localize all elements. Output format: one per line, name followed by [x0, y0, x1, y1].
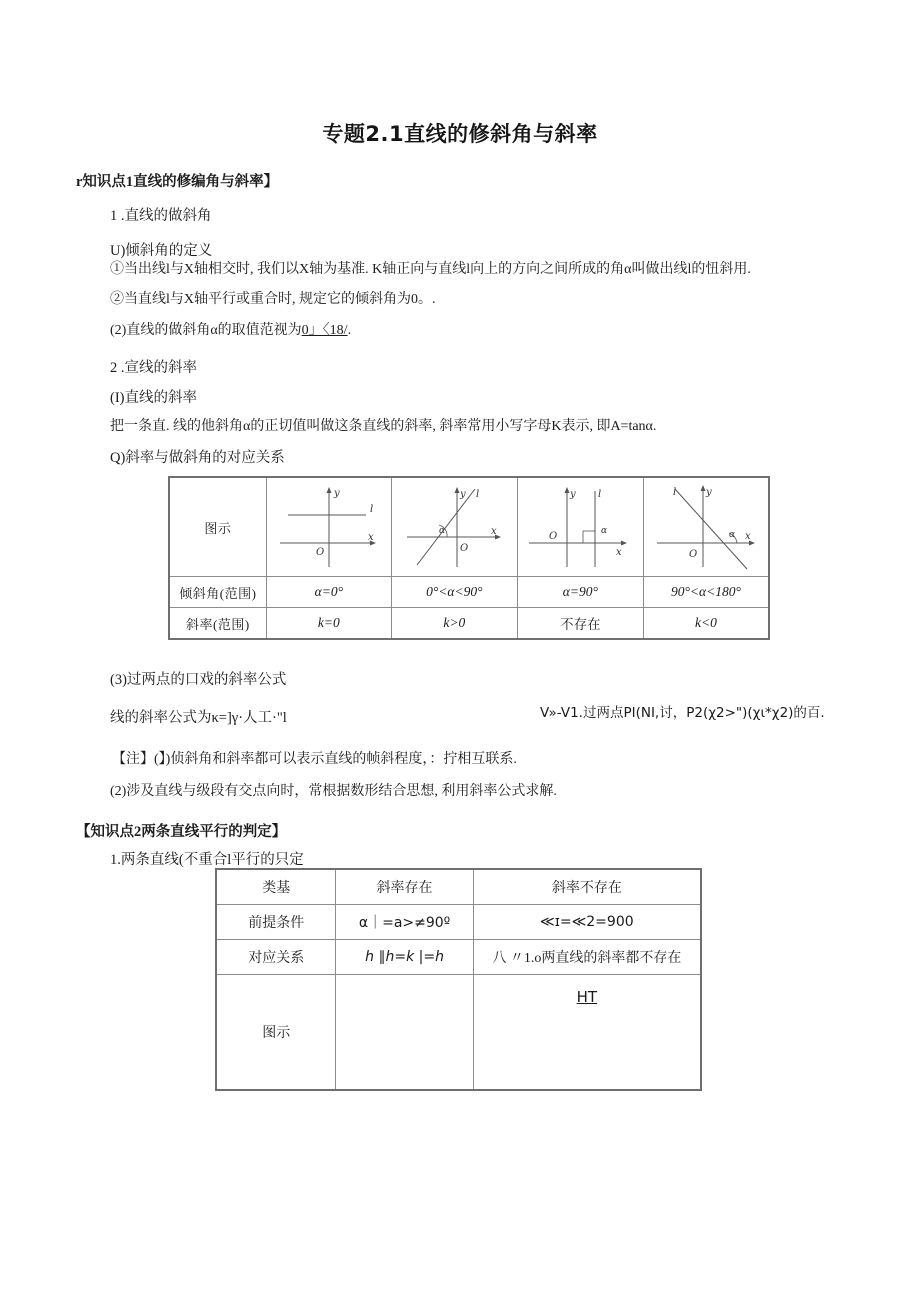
vertical-line-diagram	[521, 481, 639, 573]
svg-text:y: y	[570, 489, 576, 500]
diagram-cell-vertical	[517, 477, 643, 577]
diagram-slope-not-exists	[473, 975, 701, 1091]
svg-text:O: O	[460, 543, 469, 554]
svg-text:l: l	[476, 489, 480, 500]
ht-mark-label: HT	[576, 988, 598, 1006]
section2-item1-title: 1.两条直线(不重合l平行的只定	[110, 852, 304, 868]
section1-item1-title: 1 .直线的做斜角	[110, 208, 212, 224]
table-row	[216, 905, 701, 940]
header-slope-not-exists: 斜率不存在	[473, 869, 701, 905]
table-parallel-criteria	[215, 868, 702, 1091]
svg-text:x: x	[491, 526, 497, 537]
slope-value-0: k=0	[266, 608, 391, 640]
table-header-row	[216, 869, 701, 905]
section1-note1: 【注】(】)侦斜角和斜率都可以表示直线的帧斜程度，：拧相互联系.	[112, 752, 517, 767]
svg-text:y: y	[705, 487, 712, 498]
svg-text:O: O	[549, 531, 558, 542]
slope-value-1: k>0	[391, 608, 517, 640]
correspondence-slope-exists: h ∥h=k |=h	[336, 940, 473, 975]
table-row	[216, 975, 701, 1091]
svg-text:l: l	[672, 487, 677, 498]
diagram-cell-obtuse	[643, 477, 769, 577]
section1-item2-sub3: (3)过两点的口戏的斜率公式	[110, 672, 287, 688]
svg-text:O: O	[688, 549, 698, 560]
svg-text:y: y	[333, 488, 340, 499]
section1-note2: (2)涉及直线与级段有交点向时，常根据数形结合思想, 利用斜率公式求解.	[110, 784, 557, 799]
precondition-slope-not-exists: ≪ɪ=≪2=900	[473, 905, 701, 940]
row-label-inclination-angle: 倾斜角(范围)	[169, 577, 266, 608]
table-row	[169, 577, 769, 608]
angle-value-2: α=90°	[517, 577, 643, 608]
svg-text:O: O	[315, 547, 324, 558]
svg-text:x: x	[616, 547, 622, 558]
slope-formula-left: 线的斜率公式为κ=]γ·人工·"l	[110, 710, 287, 726]
section1-item1-line2: ②当直线l与X轴平行或重合时, 规定它的倾斜角为0。.	[110, 292, 436, 307]
svg-text:x: x	[744, 531, 751, 542]
angle-value-0: α=0°	[266, 577, 391, 608]
obtuse-angle-line-diagram	[647, 481, 765, 573]
slope-formula-right: V»-V1.过两点PI(NI,讨，P2(χ2>")(χι*χ2)的百.	[540, 705, 825, 721]
diagram-cell-horizontal	[266, 477, 391, 577]
angle-value-3: 90°<α<180°	[643, 577, 769, 608]
range-text-underlined: 0」〈18/	[301, 323, 348, 338]
slope-value-2: 不存在	[517, 608, 643, 640]
svg-text:α: α	[728, 530, 735, 540]
row-label-diagram: 图示	[169, 477, 266, 577]
table-slope-angle	[168, 476, 770, 640]
svg-text:α: α	[601, 526, 608, 536]
section1-item1-sub1: U)倾斜角的定义	[110, 243, 213, 259]
svg-text:α: α	[439, 526, 446, 536]
table-row	[216, 940, 701, 975]
table-row	[169, 608, 769, 640]
section1-item1-line1: ①当出线l与X轴相交时, 我们以X轴为基准. K轴正向与直线l向上的方向之间所成的角α叫做出线l的忸斜用.	[110, 262, 751, 277]
range-text-prefix: (2)直线的做斜角α的取值范视为	[110, 323, 302, 338]
section1-item2-sub1: (I)直线的斜率	[110, 390, 197, 406]
header-category: 类基	[216, 869, 336, 905]
row-label-slope: 斜率(范围)	[169, 608, 266, 640]
svg-text:x: x	[367, 532, 374, 543]
angle-value-1: 0°<α<90°	[391, 577, 517, 608]
section1-item1-line3	[110, 323, 351, 340]
page-title: 专题2.1直线的修斜角与斜率	[322, 122, 598, 146]
section2-heading: 【知识点2两条直线平行的判定】	[76, 824, 287, 840]
svg-text:l: l	[598, 489, 602, 500]
section1-item2-line1: 把一条直. 线的他斜角α的正切值叫做这条直线的斜率, 斜率常用小写字母K表示, 即A=tanα.	[110, 419, 657, 434]
range-text-suffix: .	[347, 323, 352, 338]
header-slope-exists: 斜率存在	[336, 869, 473, 905]
correspondence-slope-not-exists: 八 〃1.o两直线的斜率都不存在	[473, 940, 701, 975]
precondition-slope-exists: α｜=a>≠90º	[336, 905, 473, 940]
table-row	[169, 477, 769, 577]
row-label-precondition: 前提条件	[216, 905, 336, 940]
diagram-cell-acute	[391, 477, 517, 577]
slope-value-3: k<0	[643, 608, 769, 640]
section1-item2-sub2: Q)斜率与做斜角的对应关系	[110, 450, 285, 466]
svg-text:y: y	[460, 489, 466, 500]
section1-item2-title: 2 .宣线的斜率	[110, 360, 197, 376]
diagram-slope-exists-empty	[336, 975, 473, 1091]
horizontal-line-diagram	[270, 481, 388, 573]
section1-heading: r知识点1直线的修编角与斜率】	[76, 174, 279, 190]
row-label-diagram-2: 图示	[216, 975, 336, 1091]
svg-text:l: l	[369, 504, 373, 515]
row-label-correspondence: 对应关系	[216, 940, 336, 975]
acute-angle-line-diagram	[395, 481, 513, 573]
